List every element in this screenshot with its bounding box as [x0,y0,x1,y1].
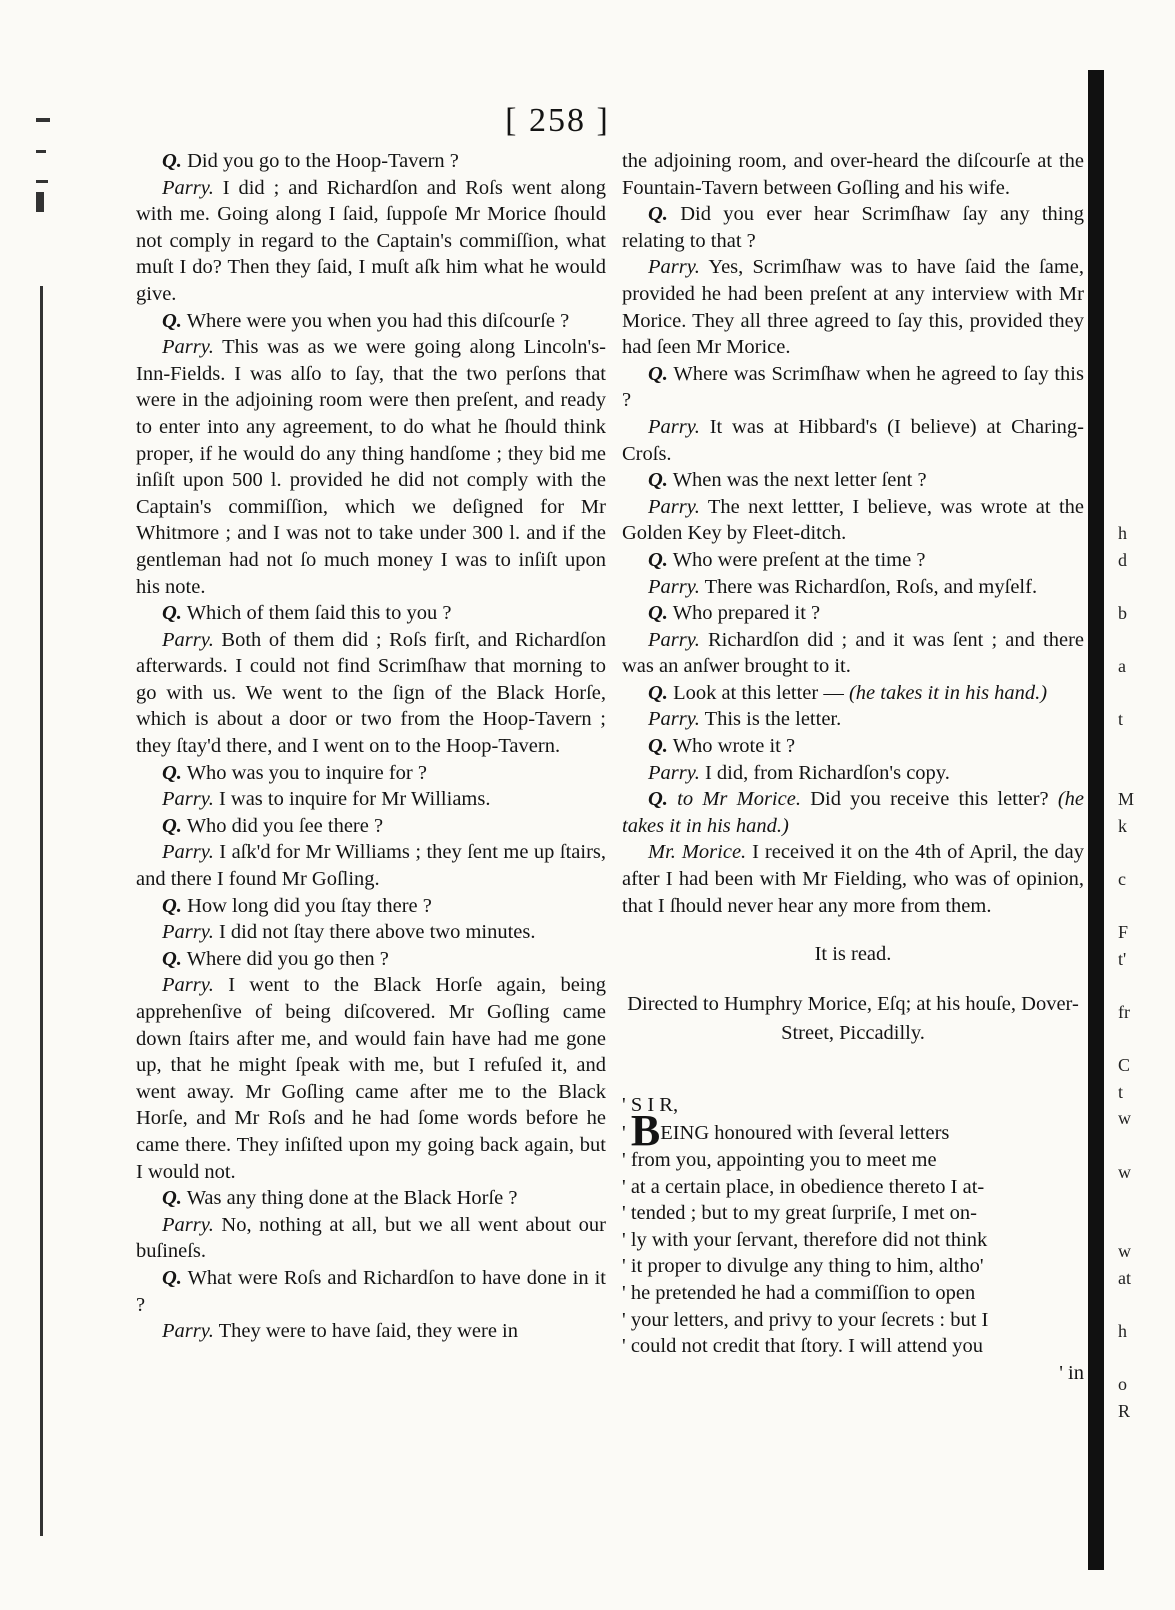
paragraph-text: This is the letter. [704,708,842,731]
letter-line [622,1147,1084,1174]
answer-paragraph [622,839,1084,919]
question-paragraph [622,680,1084,707]
edge-letter: w [1118,1161,1131,1182]
speaker-name: Parry. [648,761,700,784]
question-paragraph [136,946,606,973]
question-marker: Q. [162,602,182,625]
edge-letter: k [1118,815,1127,836]
edge-letter [1118,414,1148,441]
paragraph-text: Did you receive this letter? [810,788,1049,811]
edge-letter: h [1118,1321,1127,1342]
speaker-name: Parry. [162,841,214,864]
speaker-name: Parry. [162,974,214,997]
edge-letter [1118,175,1148,202]
edge-letter [1118,201,1148,228]
edge-letter [1118,387,1148,414]
letter-line-text: ' tended ; but to my great ſurpriſe, I met on- [622,1202,977,1225]
edge-letter: d [1118,549,1127,570]
speaker-name: Parry. [162,921,214,944]
edge-letter [1118,361,1148,388]
read-note: It is read. [814,943,892,966]
edge-letter: c [1118,869,1126,890]
speaker-name: Parry. [162,176,214,199]
question-paragraph [622,733,1084,760]
question-paragraph [622,600,1084,627]
question-paragraph [136,308,606,335]
letter-line-text: ' your letters, and privy to your ſecrets : but I [622,1308,989,1331]
letter-line-text: ' at a certain place, in obedience thereto I at- [622,1175,985,1198]
paragraph-text: When was the next letter ſent ? [672,469,927,492]
edge-letter: fr [1118,1002,1130,1022]
paragraph-text: Both of them did ; Roſs firſt, and Richardſon afterwards. I could not find Scrimſhaw that morning to go with us. We went to the ſign of the Black Horſe, which is about a door or two from the Hoop-Tavern ; they ſtay'd there, and I went on to the Hoop-Tavern. [136,628,606,758]
drop-cap: B [630,1106,661,1156]
letter-line [622,1174,1084,1201]
letter-line: ' BEING honoured with ſeveral letters [622,1106,950,1156]
question-paragraph [622,547,1084,574]
answer-paragraph [136,972,606,1185]
answer-paragraph [622,760,1084,787]
edge-letter: w [1118,1108,1131,1129]
question-marker: Q. [162,761,182,784]
paragraph-text: Where did you go then ? [186,947,389,970]
edge-letter [1118,760,1148,787]
speaker-name: Parry. [162,628,214,651]
paragraph-text: the adjoining room, and over-heard the diſcourſe at the Fountain-Tavern between Goſling and his wife. [622,150,1084,199]
paragraph-text: They were to have ſaid, they were in [218,1320,518,1343]
next-page-edge-text [1118,148,1148,1425]
paragraph-text: Look at this letter — [673,681,844,704]
edge-letter [1118,281,1148,308]
edge-letter [1118,494,1148,521]
speaker-name: Parry. [648,628,700,651]
paragraph-text: Did you go to the Hoop-Tavern ? [187,150,459,172]
edge-letter [1118,839,1148,866]
question-marker: Q. [162,309,182,332]
paragraph-text: I received it on the 4th of April, the day after I had been with Mr Fielding, who was of opinion, that I ſhould never hear any more from them. [622,841,1085,917]
question-paragraph [622,467,1084,494]
letter-line-text: ' it proper to divulge any thing to him, altho' [622,1255,984,1278]
edge-letter [1118,1185,1148,1212]
stage-direction: (he takes it in his hand.) [848,681,1048,704]
speaker-name: Mr. Morice. [648,841,747,864]
catchword: ' in [1059,1361,1084,1384]
paragraph-text: I went to the Black Horſe again, being apprehenſive of being diſcovered. Mr Goſling came down ſtairs after me, and would fain have had me gone up, that he might ſpeak with me, but I refuſed it, and went away. Mr Goſling came after me to the Black Horſe, and Mr Roſs and he had ſome words before he came there. They inſiſted upon my going back again, but I would not. [136,974,606,1183]
edge-letter: t' [1118,948,1127,969]
paragraph-text: I aſk'd for Mr Williams ; they ſent me up ſtairs, and there I found Mr Goſling. [136,841,607,891]
edge-letter: M [1118,789,1135,810]
edge-letter [1118,1026,1148,1053]
edge-letter [1118,574,1148,601]
question-marker: Q. [648,602,668,625]
question-marker: Q. [162,894,182,917]
paragraph-text: Did you ever hear Scrimſhaw ſay any thing relating to that ? [622,203,1085,252]
page-number: [ 258 ] [505,102,610,139]
addressee: to Mr Morice. [677,788,801,811]
letter-address: Directed to Humphry Morice, Eſq; at his houſe, Dover-Street, Piccadilly. [627,992,1079,1044]
answer-paragraph [136,839,606,892]
edge-letter: F [1118,922,1129,943]
letter-line [622,1333,1084,1360]
question-marker: Q. [162,1187,182,1210]
question-marker: Q. [648,548,668,571]
answer-paragraph [622,494,1084,547]
question-paragraph [136,148,606,175]
speaker-name: Parry. [648,256,700,279]
letter-salutation: ' S I R, [622,1093,679,1116]
speaker-name: Parry. [162,1320,214,1343]
question-marker: Q. [648,788,668,811]
letter-line-text: ' could not credit that ſtory. I will attend you [622,1335,984,1358]
paragraph-text: Richardſon did ; and it was ſent ; and there was an anſwer brought to it. [622,628,1085,678]
question-paragraph [136,893,606,920]
edge-letter [1118,972,1148,999]
paragraph-text: How long did you ſtay there ? [187,894,432,917]
continued-paragraph [622,148,1084,201]
edge-letter: a [1118,656,1126,677]
answer-paragraph [136,1318,606,1345]
letter-line-text: ' from you, appointing you to meet me [622,1149,937,1171]
paragraph-text: Who wrote it ? [672,735,796,758]
answer-paragraph [136,786,606,813]
paragraph-text: I did ; and Richardſon and Roſs went along with me. Going along I ſaid, ſuppoſe Mr Morice ſhould not comply in regard to the Captain's commiſſion, what muſt I do? Then they ſaid, I muſt aſk him what he would give. [136,176,607,305]
question-paragraph [136,813,606,840]
edge-letter: b [1118,603,1127,624]
paragraph-text: Was any thing done at the Black Horſe ? [186,1187,518,1210]
paragraph-text: The next lettter, I believe, was wrote at the Golden Key by Fleet-ditch. [622,495,1084,545]
speaker-name: Parry. [162,336,214,359]
letter-line [622,1280,1084,1307]
paragraph-text: Which of them ſaid this to you ? [186,602,452,625]
question-marker: Q. [162,947,182,970]
edge-letter [1118,441,1148,468]
paragraph-text: I did, from Richardſon's copy. [704,761,950,784]
question-marker: Q. [648,469,668,492]
letter-line [622,1307,1084,1334]
answer-paragraph [136,175,606,308]
edge-letter [1118,334,1148,361]
edge-letter: C [1118,1055,1131,1076]
question-paragraph [136,760,606,787]
answer-paragraph [622,414,1084,467]
scan-edge-marks [28,110,58,1540]
edge-letter: w [1118,1241,1131,1262]
answer-paragraph [136,334,606,600]
paragraph-text: Who was you to inquire for ? [186,761,427,784]
paragraph-text: This was as we were going along Lincoln's-Inn-Fields. I was alſo to ſay, that the two perſons that were in the adjoining room were then preſent, and ready to enter into any agreement, to do what he ſhould think proper, if he would do any thing handſome ; they bid me inſiſt upon 500 l. provided he did not comply with the Captain's commiſſion, which we deſigned for Mr Whitmore ; and I was not to take under 300 l. and if the gentleman had not ſo much money I was to inſiſt upon his note. [136,336,606,598]
edge-letter [1118,1345,1148,1372]
edge-letter [1118,308,1148,335]
speaker-name: Parry. [648,415,700,438]
answer-paragraph [622,627,1084,680]
edge-letter: t [1118,709,1124,730]
edge-letter: o [1118,1374,1127,1395]
answer-paragraph [136,627,606,760]
edge-letter [1118,893,1148,920]
edge-letter [1118,1212,1148,1239]
letter-line [622,1227,1084,1254]
question-marker: Q. [648,362,668,385]
letter-line [622,1253,1084,1280]
question-marker: Q. [162,150,182,172]
edge-letter [1118,1292,1148,1319]
question-marker: Q. [648,203,668,226]
question-paragraph [622,361,1084,414]
paragraph-text: What were Roſs and Richardſon to have done in it ? [136,1266,606,1316]
edge-letter: t [1118,1081,1124,1102]
paragraph-text: I did not ſtay there above two minutes. [218,921,536,944]
letter-line-text: ' he pretended he had a commiſſion to open [622,1281,976,1304]
paragraph-text: Yes, Scrimſhaw was to have ſaid the ſame, provided he had been preſent at any interview with Mr Morice. They all three agreed to ſay this, provided they had ſeen Mr Morice. [622,256,1084,359]
answer-paragraph [622,574,1084,601]
binding-shadow [1088,70,1104,1570]
edge-letter [1118,148,1148,175]
question-paragraph [622,201,1084,254]
paragraph-text: I was to inquire for Mr Williams. [218,788,491,811]
answer-paragraph [622,254,1084,360]
edge-letter [1118,467,1148,494]
question-marker: Q. [648,681,668,704]
paragraph-text: Who prepared it ? [672,602,821,625]
paragraph-text: Who did you ſee there ? [186,814,384,837]
edge-letter [1118,1132,1148,1159]
letter-line [622,1200,1084,1227]
edge-letter [1118,228,1148,255]
answer-paragraph [136,1212,606,1265]
speaker-name: Parry. [648,708,700,731]
stage-direction: (he takes it in his hand.) [622,788,1085,837]
letter-line-text: ' ly with your ſervant, therefore did not think [622,1228,988,1251]
letter-line-text: EING honoured with ſeveral letters [660,1122,950,1145]
paragraph-text: Where were you when you had this diſcourſe ? [186,309,570,332]
question-paragraph [136,1265,606,1318]
speaker-name: Parry. [648,495,700,518]
right-column [622,148,1084,1386]
edge-letter [1118,627,1148,654]
speaker-name: Parry. [648,575,700,598]
question-paragraph [622,786,1084,839]
question-marker: Q. [648,735,668,758]
edge-letter [1118,733,1148,760]
paragraph-text: No, nothing at all, but we all went about our buſineſs. [136,1213,606,1263]
question-marker: Q. [162,814,182,837]
question-paragraph [136,1185,606,1212]
answer-paragraph [136,919,606,946]
speaker-name: Parry. [162,788,214,811]
answer-paragraph [622,706,1084,733]
edge-letter: at [1118,1267,1131,1288]
speaker-name: Parry. [162,1213,214,1236]
paragraph-text: Where was Scrimſhaw when he agreed to ſay this ? [622,362,1084,412]
paragraph-text: There was Richardſon, Roſs, and myſelf. [704,575,1038,598]
question-paragraph [136,600,606,627]
paragraph-text: Who were preſent at the time ? [672,548,926,571]
paragraph-text: It was at Hibbard's (I believe) at Charing-Croſs. [622,415,1084,465]
edge-letter [1118,680,1148,707]
left-column [136,148,606,1345]
edge-letter: h [1118,523,1127,544]
question-marker: Q. [162,1266,182,1289]
edge-letter [1118,254,1148,281]
edge-letter: R [1118,1400,1131,1421]
